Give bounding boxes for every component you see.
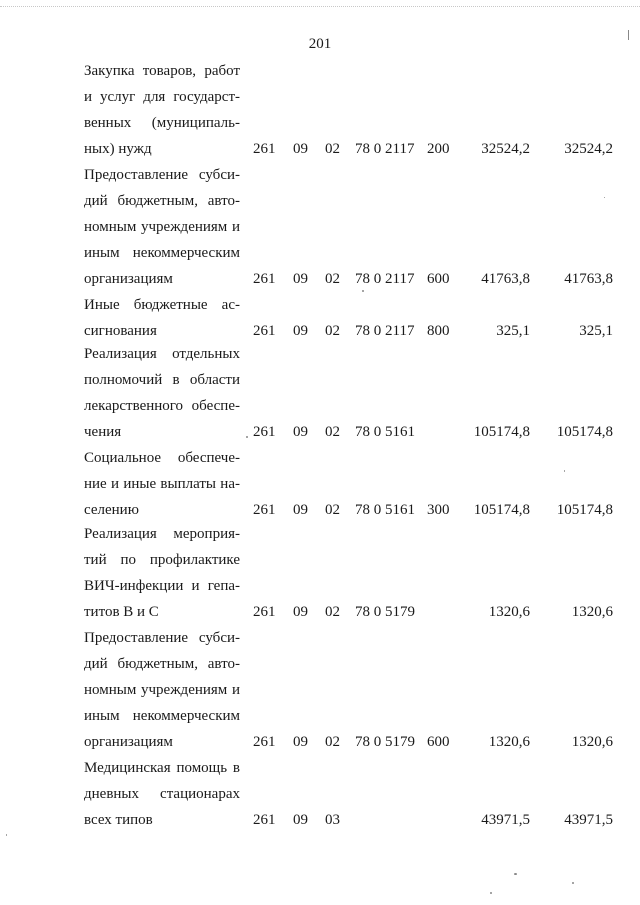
cell-pr: 02: [325, 734, 340, 750]
row-name-line: Закупка товаров, работ: [84, 63, 240, 79]
row-name: [84, 445, 240, 523]
row-name-line: организациям: [84, 271, 173, 287]
cell-sum-2: 105174,8: [556, 502, 613, 518]
row-name-line: иным некоммерческим: [84, 245, 240, 261]
cell-ved: 261: [253, 812, 276, 828]
cell-vr: 300: [427, 502, 450, 518]
row-name: [84, 162, 240, 292]
scan-speck: [604, 197, 605, 198]
cell-ved: 261: [253, 424, 276, 440]
cell-pr: 02: [325, 271, 340, 287]
row-name-line: дий бюджетным, авто-: [84, 193, 240, 209]
cell-sum-1: 325,1: [496, 323, 530, 339]
row-name-line: полномочий в области: [84, 372, 240, 388]
cell-sum-1: 105174,8: [473, 502, 530, 518]
row-name-line: и услуг для государст-: [84, 89, 240, 105]
row-name-line: титов В и С: [84, 604, 159, 620]
row-name-line: ние и иные выплаты на-: [84, 476, 240, 492]
row-name-line: лекарственного обеспе-: [84, 398, 240, 414]
scan-speck: [362, 290, 364, 292]
row-name-line: дневных стационарах: [84, 786, 240, 802]
row-name-line: сигнования: [84, 323, 157, 339]
cell-csr: 78 0 5161: [355, 502, 415, 518]
row-name-line: организациям: [84, 734, 173, 750]
cell-csr: 78 0 5179: [355, 734, 415, 750]
cell-sum-1: 1320,6: [488, 604, 530, 620]
page-number: 201: [308, 36, 332, 52]
row-name: [84, 755, 240, 833]
cell-rz: 09: [293, 424, 308, 440]
cell-rz: 09: [293, 604, 308, 620]
row-name-line: Социальное обеспече-: [84, 450, 240, 466]
cell-sum-1: 41763,8: [481, 271, 530, 287]
cell-sum-1: 1320,6: [488, 734, 530, 750]
row-name: [84, 521, 240, 625]
cell-pr: 02: [325, 424, 340, 440]
cell-vr: 600: [427, 271, 450, 287]
cell-pr: 02: [325, 604, 340, 620]
cell-ved: 261: [253, 141, 276, 157]
cell-pr: 02: [325, 141, 340, 157]
cell-ved: 261: [253, 502, 276, 518]
cell-sum-2: 41763,8: [564, 271, 613, 287]
row-name-line: Иные бюджетные ас-: [84, 297, 240, 313]
cell-csr: 78 0 5161: [355, 424, 415, 440]
cell-sum-1: 32524,2: [481, 141, 530, 157]
cell-sum-1: 43971,5: [481, 812, 530, 828]
cell-ved: 261: [253, 323, 276, 339]
cell-ved: 261: [253, 271, 276, 287]
row-name: [84, 292, 240, 344]
row-name-line: венных (муниципаль-: [84, 115, 240, 131]
cell-rz: 09: [293, 141, 308, 157]
scan-speck: [490, 892, 492, 894]
cell-rz: 09: [293, 734, 308, 750]
cell-sum-2: 1320,6: [571, 734, 613, 750]
row-name-line: чения: [84, 424, 122, 440]
cell-ved: 261: [253, 734, 276, 750]
row-name-line: Предоставление субси-: [84, 167, 240, 183]
row-name: [84, 341, 240, 445]
row-name-line: всех типов: [84, 812, 153, 828]
row-name-line: дий бюджетным, авто-: [84, 656, 240, 672]
cell-pr: 02: [325, 323, 340, 339]
scan-speck: [6, 834, 7, 836]
scan-speck: [572, 882, 574, 884]
cell-vr: 600: [427, 734, 450, 750]
row-name-line: номным учреждениям и: [84, 682, 240, 698]
cell-csr: 78 0 5179: [355, 604, 415, 620]
cell-pr: 03: [325, 812, 340, 828]
cell-vr: 200: [427, 141, 450, 157]
cell-csr: 78 0 2117: [355, 271, 415, 287]
cell-rz: 09: [293, 323, 308, 339]
row-name-line: Предоставление субси-: [84, 630, 240, 646]
row-name-line: номным учреждениям и: [84, 219, 240, 235]
cell-sum-2: 1320,6: [571, 604, 613, 620]
scan-speck: [628, 30, 629, 40]
cell-sum-2: 43971,5: [564, 812, 613, 828]
cell-sum-2: 105174,8: [556, 424, 613, 440]
cell-csr: 78 0 2117: [355, 141, 415, 157]
cell-ved: 261: [253, 604, 276, 620]
row-name: [84, 625, 240, 755]
scan-speck: [514, 873, 517, 875]
row-name-line: селению: [84, 502, 139, 518]
scan-speck: [246, 436, 248, 438]
row-name-line: ВИЧ-инфекции и гепа-: [84, 578, 240, 594]
row-name-line: Медицинская помощь в: [84, 760, 240, 776]
cell-rz: 09: [293, 271, 308, 287]
row-name-line: Реализация мероприя-: [84, 526, 240, 542]
cell-rz: 09: [293, 812, 308, 828]
scan-speck: [564, 470, 565, 472]
row-name-line: иным некоммерческим: [84, 708, 240, 724]
cell-csr: 78 0 2117: [355, 323, 415, 339]
row-name-line: ных) нужд: [84, 141, 152, 157]
row-name-line: Реализация отдельных: [84, 346, 240, 362]
cell-sum-2: 325,1: [579, 323, 613, 339]
cell-pr: 02: [325, 502, 340, 518]
cell-vr: 800: [427, 323, 450, 339]
cell-sum-1: 105174,8: [473, 424, 530, 440]
cell-rz: 09: [293, 502, 308, 518]
row-name: [84, 58, 240, 162]
row-name-line: тий по профилактике: [84, 552, 240, 568]
cell-sum-2: 32524,2: [564, 141, 613, 157]
